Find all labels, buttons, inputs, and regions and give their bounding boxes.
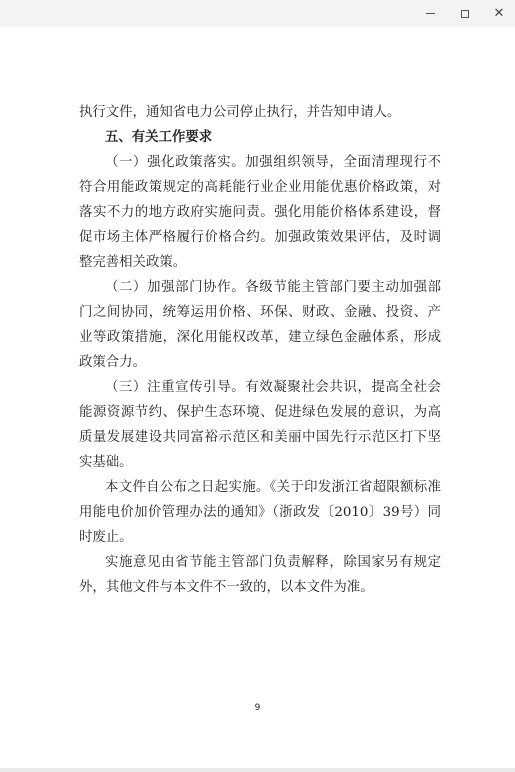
- text-line: 符合用能政策规定的高耗能行业企业用能优惠价格政策，对: [79, 180, 441, 195]
- text-line: 整完善相关政策。: [79, 255, 187, 270]
- text-line: 业等政策措施，深化用能权改革，建立绿色金融体系，形成: [79, 330, 441, 345]
- text-line: 本文件自公布之日起实施。《关于印发浙江省超限额标准: [105, 480, 441, 495]
- text-line: 政策合力。: [79, 355, 146, 370]
- text-line: （三）注重宣传引导。有效凝聚社会共识，提高全社会: [105, 380, 441, 395]
- minimize-icon: [426, 13, 435, 14]
- window-titlebar: [0, 0, 515, 27]
- text-line: 质量发展建设共同富裕示范区和美丽中国先行示范区打下坚: [79, 430, 441, 445]
- text-line: 外，其他文件与本文件不一致的，以本文件为准。: [79, 580, 374, 595]
- minimize-button[interactable]: [413, 0, 447, 27]
- page-number: 9: [254, 703, 261, 713]
- close-button[interactable]: [482, 0, 515, 27]
- document-page: [0, 27, 515, 768]
- text-line: 门之间协同，统筹运用价格、环保、财政、金融、投资、产: [79, 305, 441, 320]
- text-line: 执行文件，通知省电力公司停止执行，并告知申请人。: [79, 105, 401, 120]
- maximize-icon: [461, 10, 469, 18]
- maximize-button[interactable]: [448, 0, 482, 27]
- text-line: 落实不力的地方政府实施问责。强化用能价格体系建设，督: [79, 205, 441, 220]
- text-line: 实基础。: [79, 455, 133, 470]
- text-line: 实施意见由省节能主管部门负责解释，除国家另有规定: [105, 555, 441, 570]
- section-heading: 五、有关工作要求: [105, 130, 213, 145]
- text-line: 促市场主体严格履行价格合约。加强政策效果评估，及时调: [79, 230, 441, 245]
- text-line: 时废止。: [79, 530, 133, 545]
- text-line: （二）加强部门协作。各级节能主管部门要主动加强部: [105, 280, 441, 295]
- close-icon: ✕: [493, 6, 505, 21]
- text-line: 能源资源节约、保护生态环境、促进绿色发展的意识，为高: [79, 405, 441, 420]
- text-line: 用能电价加价管理办法的通知》（浙政发〔2010〕39号）同: [79, 505, 441, 520]
- text-line: （一）强化政策落实。加强组织领导，全面清理现行不: [105, 155, 441, 170]
- window-bottom-edge: [0, 768, 515, 772]
